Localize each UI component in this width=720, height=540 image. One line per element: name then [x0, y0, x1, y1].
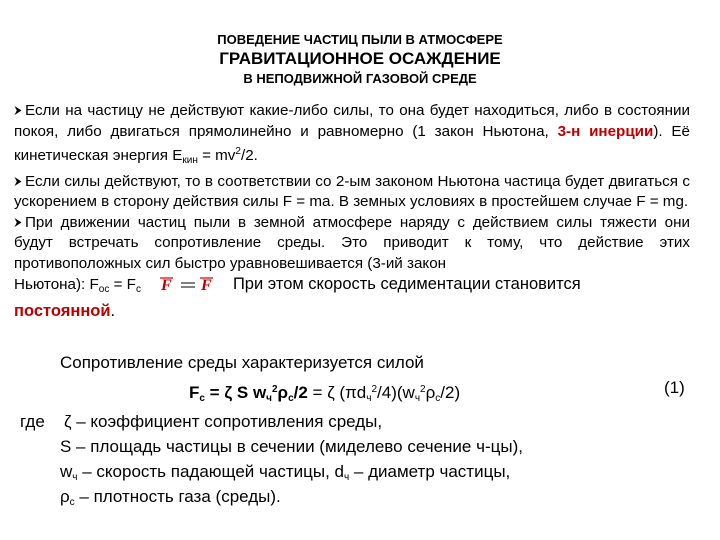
svg-text:F: F: [160, 277, 172, 292]
slide-title: ГРАВИТАЦИОННОЕ ОСАЖДЕНИЕ: [219, 49, 501, 68]
formula-w2-sub: ч: [414, 393, 421, 404]
kinetic-eq: = mv: [197, 147, 236, 164]
svg-text:F: F: [200, 277, 212, 292]
resistance-intro: Сопротивление среды характеризуется силой: [60, 353, 424, 372]
def-rho-sub: с: [69, 497, 75, 508]
formula-w2-sup: 2: [420, 384, 426, 395]
def-w-text: – скорость падающей частицы, d: [77, 462, 344, 481]
formula-d-sup: 2: [371, 384, 378, 395]
formula-rho2-sub: с: [435, 393, 441, 404]
equals-f: = F: [109, 276, 136, 293]
kinetic-end: /2.: [240, 147, 258, 164]
def-rho-text: – плотность газа (среды).: [74, 487, 281, 506]
f-c-subscript: с: [135, 284, 141, 295]
formula-end: /2: [293, 383, 308, 402]
definitions-where: где: [20, 412, 45, 431]
constant-line: [14, 301, 690, 323]
formula-rest3: /2): [440, 383, 461, 402]
bullet-item-first-law: [14, 101, 690, 172]
slide-subtitle-bottom: В НЕПОДВИЖНОЙ ГАЗОВОЙ СРЕДЕ: [243, 71, 477, 86]
bullet-item-third-law: [14, 213, 690, 275]
newton-equality-line: [14, 274, 690, 301]
constant-highlight: постоянной: [14, 301, 111, 320]
f-os-subscript: ос: [98, 284, 110, 295]
def-d-text: – диаметр частицы,: [349, 462, 511, 481]
definition-zeta: ζ – коэффициент сопротивления среды,: [64, 412, 383, 431]
formula-rho: ρ: [277, 383, 289, 402]
velocity-square: 2: [235, 146, 241, 157]
formula-w-sup: 2: [271, 384, 278, 395]
def-rho: ρ: [60, 487, 70, 506]
slide-subtitle-top: ПОВЕДЕНИЕ ЧАСТИЦ ПЫЛИ В АТМОСФЕРЕ: [217, 32, 503, 47]
def-w: w: [60, 462, 73, 481]
bullet-item-second-law: [14, 172, 690, 213]
bullet-text-second-law: Если силы действуют, то в соответствии со 2-ым законом Ньютона частица будет двигаться с ускорением в сторону действия силы F = ma. В земных условиях в простейшем случае F = mg.: [14, 172, 690, 210]
resistance-formula: [189, 378, 460, 411]
formula-f: F: [189, 383, 200, 402]
sedimentation-text: При этом скорость седиментации становится: [232, 275, 581, 293]
kinetic-subscript: кин: [182, 155, 198, 166]
newton-third-label: Ньютона): F: [14, 276, 99, 293]
def-w-sub: ч: [72, 472, 78, 483]
kinetic-energy-intro: ). Её кинетическая энергия Е: [14, 122, 690, 164]
constant-dot: .: [110, 301, 116, 320]
bullet-text-first-law: Если на частицу не действуют какие-либо силы, то она будет находиться, либо в состоянии покоя, либо двигаться прямолинейно и равномерно (1 закон Ньютона,: [14, 102, 690, 140]
definition-area: S – площадь частицы в сечении (миделево сечение ч-цы),: [60, 437, 523, 456]
formula-rest2: /4)(w: [377, 383, 415, 402]
formula-mid: = ζ S w: [204, 383, 267, 402]
formula-w-sub: ч: [266, 393, 272, 404]
equation-number: (1): [664, 378, 685, 397]
formula-f-sub: c: [199, 393, 205, 404]
definition-density: [60, 485, 281, 515]
formula-rho2: ρ: [425, 383, 436, 402]
formula-d-sub: ч: [366, 393, 372, 404]
force-vectors-equal-icon: [159, 276, 219, 292]
formula-rho-sub: с: [288, 393, 294, 404]
arrow-check-bullet-icon: [14, 105, 25, 116]
inertia-law-highlight: 3-н инерции: [557, 122, 654, 140]
arrow-check-bullet-icon: [14, 217, 25, 228]
arrow-check-bullet-icon: [14, 176, 25, 187]
formula-rest: = ζ (πd: [307, 383, 367, 402]
def-d-sub: ч: [343, 472, 350, 483]
bullet-list: [14, 101, 690, 322]
bullet-text-third-law: При движении частиц пыли в земной атмосфере наряду с действием силы тяжести они будут встречать сопротивление среды. Это приводит к тому, что действие этих противоположных сил быстро уравновешивается (3-ий закон: [14, 213, 690, 272]
